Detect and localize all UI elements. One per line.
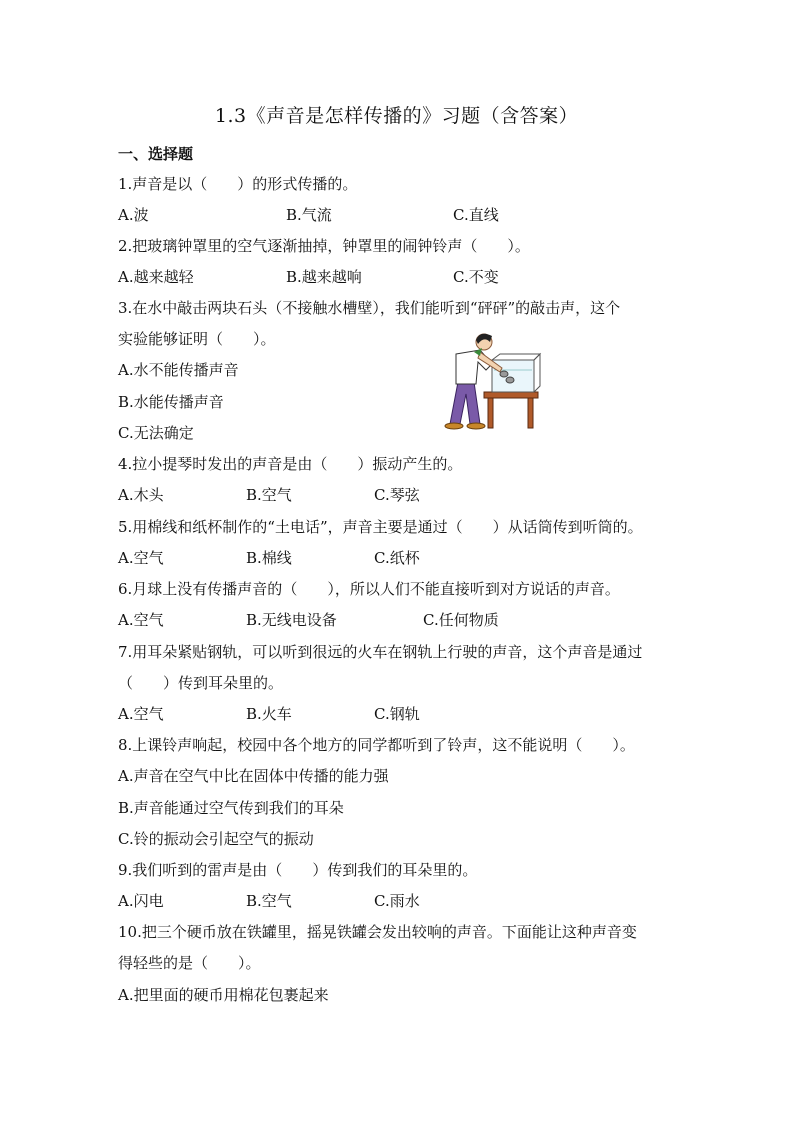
question-3-option-c: C.无法确定	[118, 424, 194, 442]
question-5-option-a: A.空气	[118, 549, 164, 567]
question-4-option-a: A.木头	[118, 486, 164, 504]
question-5-option-b: B.棉线	[246, 549, 292, 567]
question-7-option-a: A.空气	[118, 705, 164, 723]
question-4-text: 4.拉小提琴时发出的声音是由（ ）振动产生的。	[118, 455, 463, 473]
question-6-option-b: B.无线电设备	[246, 611, 337, 629]
experiment-illustration	[440, 330, 544, 434]
question-2-text: 2.把玻璃钟罩里的空气逐渐抽掉，钟罩里的闹钟铃声（ ）。	[118, 237, 530, 255]
question-6-option-c: C.任何物质	[423, 611, 499, 629]
question-1-option-c: C.直线	[453, 206, 499, 224]
question-3-option-a: A.水不能传播声音	[118, 361, 239, 379]
page-title: 1.3《声音是怎样传播的》习题（含答案）	[214, 105, 579, 127]
question-7-option-c: C.钢轨	[374, 705, 420, 723]
question-7-option-b: B.火车	[246, 705, 292, 723]
question-4-option-c: C.琴弦	[374, 486, 420, 504]
question-6-option-a: A.空气	[118, 611, 164, 629]
question-8-option-a: A.声音在空气中比在固体中传播的能力强	[118, 767, 389, 785]
question-5-text: 5.用棉线和纸杯制作的“土电话”，声音主要是通过（ ）从话筒传到听筒的。	[118, 518, 643, 536]
question-10-text-cont: 得轻些的是（ ）。	[118, 954, 261, 972]
question-8-text: 8.上课铃声响起，校园中各个地方的同学都听到了铃声，这不能说明（ ）。	[118, 736, 635, 754]
question-7-text-cont: （ ）传到耳朵里的。	[118, 674, 284, 692]
question-9-option-a: A.闪电	[118, 892, 164, 910]
question-4-option-b: B.空气	[246, 486, 292, 504]
question-10-option-a: A.把里面的硬币用棉花包裹起来	[118, 986, 329, 1004]
question-3-text: 3.在水中敲击两块石头（不接触水槽壁），我们能听到“砰砰”的敲击声，这个	[118, 299, 621, 317]
question-9-text: 9.我们听到的雷声是由（ ）传到我们的耳朵里的。	[118, 861, 478, 879]
question-9-option-b: B.空气	[246, 892, 292, 910]
question-3-text-cont: 实验能够证明（ ）。	[118, 330, 276, 348]
question-5-option-c: C.纸杯	[374, 549, 420, 567]
question-2-option-b: B.越来越响	[286, 268, 362, 286]
question-6-text: 6.月球上没有传播声音的（ ），所以人们不能直接听到对方说话的声音。	[118, 580, 620, 598]
question-8-option-c: C.铃的振动会引起空气的振动	[118, 830, 314, 848]
question-9-option-c: C.雨水	[374, 892, 420, 910]
question-3-option-b: B.水能传播声音	[118, 393, 224, 411]
question-1-text: 1.声音是以（ ）的形式传播的。	[118, 175, 358, 193]
question-1-option-b: B.气流	[286, 206, 332, 224]
question-10-text: 10.把三个硬币放在铁罐里，摇晃铁罐会发出较响的声音。下面能让这种声音变	[118, 923, 637, 941]
question-8-option-b: B.声音能通过空气传到我们的耳朵	[118, 799, 344, 817]
question-1-option-a: A.波	[118, 206, 149, 224]
question-7-text: 7.用耳朵紧贴钢轨，可以听到很远的火车在钢轨上行驶的声音，这个声音是通过	[118, 643, 643, 661]
question-2-option-a: A.越来越轻	[118, 268, 194, 286]
section-heading: 一、选择题	[118, 145, 194, 163]
question-2-option-c: C.不变	[453, 268, 499, 286]
